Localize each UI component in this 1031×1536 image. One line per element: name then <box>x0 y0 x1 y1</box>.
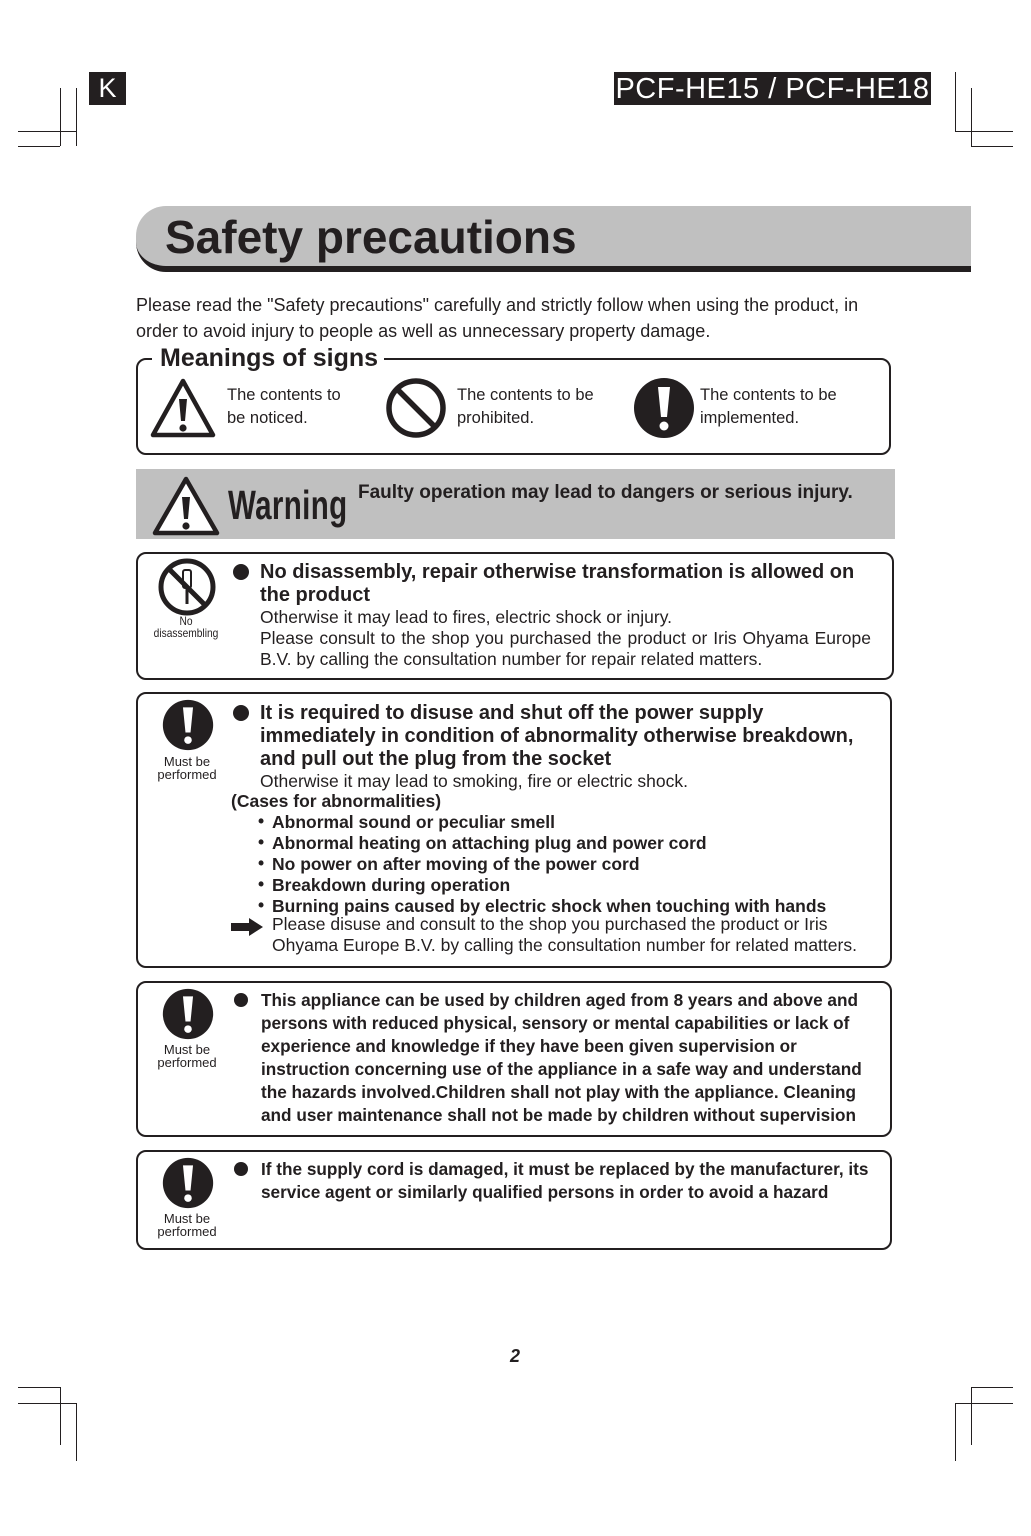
crop-mark <box>76 1403 77 1461</box>
crop-mark <box>971 88 972 146</box>
warning-description: Faulty operation may lead to dangers or serious injury. <box>358 482 853 503</box>
entry-title: It is required to disuse and shut off the power supply immediately in condition of abnormality otherwise breakdown, and pull out the plug from the socket <box>260 702 854 770</box>
icon-label-line2: performed <box>157 767 217 782</box>
page-number: 2 <box>509 1346 520 1366</box>
exclamation-circle-icon <box>162 699 214 751</box>
crop-mark <box>955 72 956 131</box>
page-title: Safety precautions <box>165 211 577 263</box>
crop-mark <box>955 131 1013 132</box>
crop-mark <box>971 146 1013 147</box>
sign-text-noticed: The contents to be noticed. <box>227 386 341 427</box>
icon-label-line1: Must be <box>163 1042 211 1057</box>
entry-title: No disassembly, repair otherwise transformation is allowed on the product <box>260 561 855 606</box>
exclamation-circle-icon <box>633 377 695 439</box>
sign-text-prohibited: The contents to be prohibited. <box>457 386 594 427</box>
arrow-note: Please disuse and consult to the shop you purchased the product or Iris Ohyama Europe B.V. by calling the consultation number for related matters. <box>272 914 857 955</box>
icon-label-line2: disassembling <box>153 626 219 640</box>
list-item: • Breakdown during operation <box>258 875 878 896</box>
arrow-right-icon <box>231 918 263 936</box>
icon-label-line1: No <box>179 614 193 628</box>
list-item: • Abnormal heating on attaching plug and power cord <box>258 833 878 854</box>
signs-heading: Meanings of signs <box>152 342 384 374</box>
exclamation-circle-icon <box>162 988 214 1040</box>
crop-mark <box>60 88 61 146</box>
cases-label: (Cases for abnormalities) <box>231 791 442 811</box>
abnormality-list <box>258 812 878 917</box>
crop-mark <box>971 1387 972 1445</box>
crop-mark <box>955 1403 956 1461</box>
list-item: • Burning pains caused by electric shock when touching with hands <box>258 896 878 917</box>
icon-label-line2: performed <box>157 1224 217 1239</box>
warning-heading: Warning <box>228 482 348 528</box>
crop-mark <box>18 146 60 147</box>
entry-text: If the supply cord is damaged, it must be replaced by the manufacturer, its service agent or similarly qualified persons in order to avoid a hazard <box>261 1159 869 1202</box>
icon-label-line1: Must be <box>163 1211 211 1226</box>
intro-paragraph: Please read the "Safety precautions" carefully and strictly follow when using the product, in order to avoid injury to people as well as unnecessary property damage. <box>136 295 859 341</box>
no-disassembly-icon <box>158 558 216 616</box>
bullet-dot <box>234 993 248 1007</box>
crop-mark <box>76 88 77 146</box>
warning-triangle-icon <box>151 475 221 537</box>
entry-text: This appliance can be used by children aged from 8 years and above and persons with reduced physical, sensory or mental capabilities or lack of experience and knowledge if they have been given supervision or instruction concerning use of the appliance in a safe way and understand the hazards involved.Children shall not play with the appliance. Cleaning and user maintenance shall not be made by children without supervision <box>261 990 862 1125</box>
crop-mark <box>18 1403 76 1404</box>
entry-body: Please consult to the shop you purchased the product or Iris Ohyama Europe B.V. by calling the consultation number for repair related matters. <box>260 628 871 669</box>
bullet-dot <box>234 1162 248 1176</box>
entry-body: Otherwise it may lead to smoking, fire or electric shock. <box>260 771 688 791</box>
warning-triangle-icon <box>149 377 217 439</box>
exclamation-circle-icon <box>162 1157 214 1209</box>
bullet-dot <box>233 705 249 721</box>
crop-mark <box>60 1387 61 1445</box>
bullet-dot <box>233 564 249 580</box>
model-tag: PCF-HE15 / PCF-HE18 <box>615 73 930 105</box>
list-item: • Abnormal sound or peculiar smell <box>258 812 878 833</box>
prohibited-circle-icon <box>385 377 447 439</box>
sign-text-implemented: The contents to be implemented. <box>700 386 837 427</box>
icon-label-line1: Must be <box>163 754 211 769</box>
entry-body: Otherwise it may lead to fires, electric shock or injury. <box>260 607 673 627</box>
icon-label-line2: performed <box>157 1055 217 1070</box>
crop-mark <box>18 131 76 132</box>
crop-mark <box>955 1403 1013 1404</box>
crop-mark <box>18 1387 60 1388</box>
language-tag: K <box>89 72 126 105</box>
crop-mark <box>971 1387 1013 1388</box>
list-item: • No power on after moving of the power cord <box>258 854 878 875</box>
